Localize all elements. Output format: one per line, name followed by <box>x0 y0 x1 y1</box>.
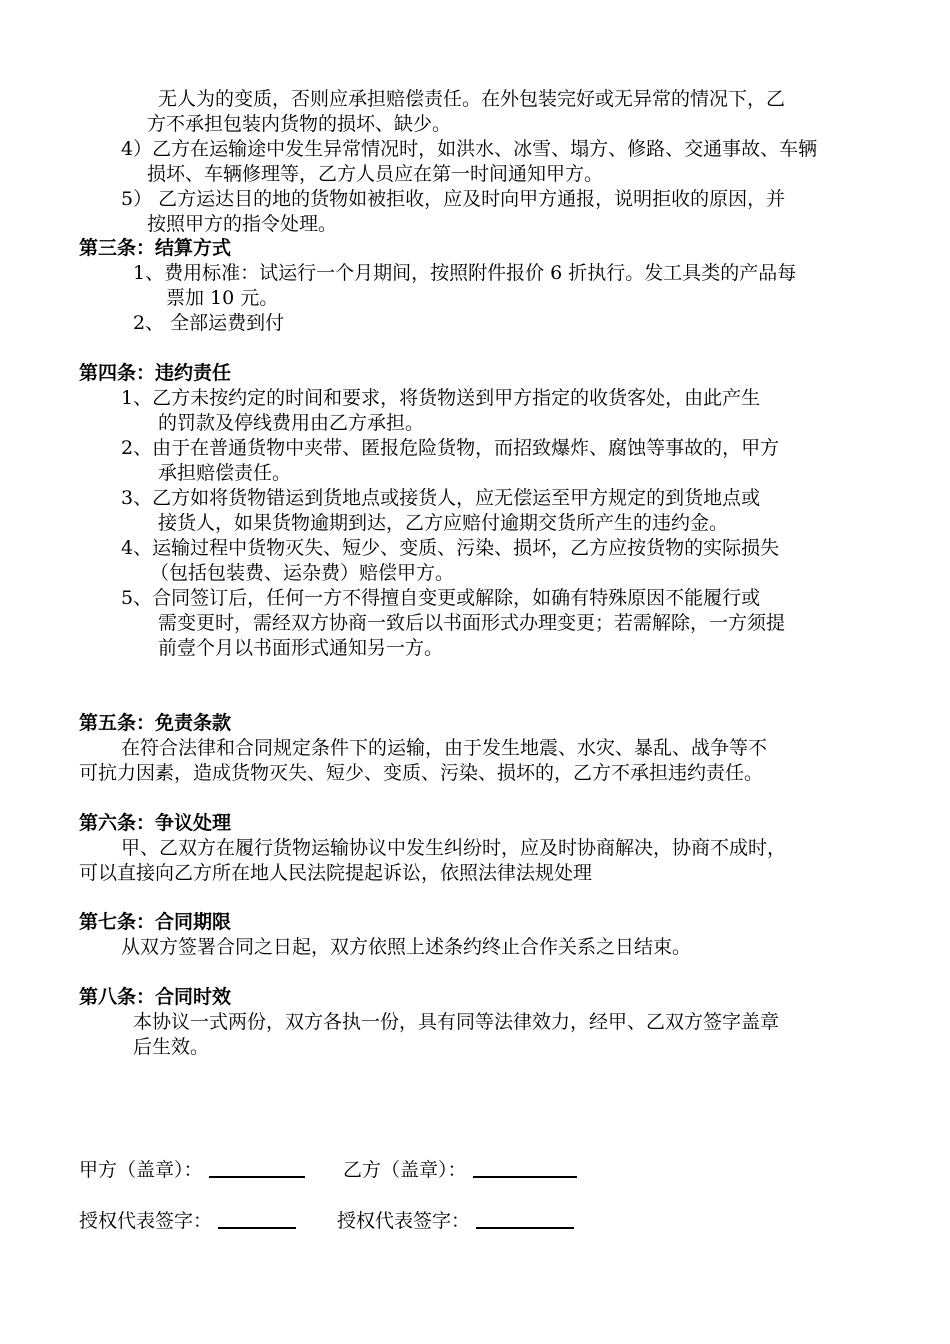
sec6-paragraph-cont: 可以直接向乙方所在地人民法院提起诉讼，依照法律法规处理 <box>79 862 593 884</box>
party-a-seal-label: 甲方（盖章）： <box>79 1159 203 1181</box>
sec6-paragraph: 甲、乙双方在履行货物运输协议中发生纠纷时，应及时协商解决，协商不成时， <box>121 837 787 859</box>
party-a-rep-row <box>79 1208 296 1234</box>
sec7-paragraph: 从双方签署合同之日起，双方依照上述条约终止合作关系之日结束。 <box>121 936 692 958</box>
party-a-rep-label: 授权代表签字： <box>79 1210 213 1232</box>
sec2-item-5: 5） 乙方运达目的地的货物如被拒收，应及时向甲方通报，说明拒收的原因，并 <box>121 188 786 210</box>
sec8-paragraph-cont: 后生效。 <box>133 1036 210 1058</box>
party-b-seal-label: 乙方（盖章）： <box>343 1159 467 1181</box>
sec4-item-5: 5、合同签订后，任何一方不得擅自变更或解除，如确有特殊原因不能履行或 <box>121 587 761 609</box>
party-b-seal-row <box>343 1157 577 1183</box>
party-a-seal-line[interactable] <box>209 1158 305 1178</box>
sec4-item-1: 1、乙方未按约定的时间和要求，将货物送到甲方指定的收货客处，由此产生 <box>121 387 761 409</box>
party-b-seal-line[interactable] <box>473 1158 577 1178</box>
sec8-paragraph: 本协议一式两份，双方各执一份，具有同等法律效力，经甲、乙双方签字盖章 <box>133 1011 780 1033</box>
party-b-rep-label: 授权代表签字： <box>337 1210 471 1232</box>
sec3-item-1-cont: 票加 10 元。 <box>166 287 279 309</box>
section-8-heading: 第八条：合同时效 <box>79 986 232 1008</box>
sec2-item-5-cont: 按照甲方的指令处理。 <box>147 213 338 235</box>
sec2-text-line: 无人为的变质，否则应承担赔偿责任。在外包装完好或无异常的情况下，乙 <box>158 88 786 110</box>
party-b-signature-line[interactable] <box>476 1209 574 1229</box>
sec4-item-4-cont: （包括包装费、运杂费）赔偿甲方。 <box>150 562 455 584</box>
sec4-item-5-cont: 需变更时，需经双方协商一致后以书面形式办理变更；若需解除，一方须提 <box>158 612 786 634</box>
sec3-item-2: 2、 全部运费到付 <box>133 312 285 334</box>
party-a-signature-line[interactable] <box>218 1209 296 1229</box>
sec5-paragraph: 在符合法律和合同规定条件下的运输，由于发生地震、水灾、暴乱、战争等不 <box>121 737 768 759</box>
section-3-heading: 第三条：结算方式 <box>79 237 232 259</box>
sec4-item-3-cont: 接货人，如果货物逾期到达，乙方应赔付逾期交货所产生的违约金。 <box>158 512 729 534</box>
party-b-rep-row <box>337 1208 574 1234</box>
sec4-item-3: 3、乙方如将货物错运到货地点或接货人，应无偿运至甲方规定的到货地点或 <box>121 487 761 509</box>
sec4-item-2-cont: 承担赔偿责任。 <box>158 462 292 484</box>
sec4-item-2: 2、由于在普通货物中夹带、匿报危险货物，而招致爆炸、腐蚀等事故的，甲方 <box>121 437 780 459</box>
sec2-item-4: 4）乙方在运输途中发生异常情况时，如洪水、冰雪、塌方、修路、交通事故、车辆 <box>121 138 818 160</box>
sec4-item-5-cont: 前壹个月以书面形式通知另一方。 <box>158 637 444 659</box>
sec5-paragraph-cont: 可抗力因素，造成货物灭失、短少、变质、污染、损坏的，乙方不承担违约责任。 <box>79 762 764 784</box>
section-6-heading: 第六条：争议处理 <box>79 812 232 834</box>
section-5-heading: 第五条：免责条款 <box>79 712 232 734</box>
party-a-seal-row <box>79 1157 305 1183</box>
sec2-item-4-cont: 损坏、车辆修理等，乙方人员应在第一时间通知甲方。 <box>147 163 604 185</box>
sec4-item-4: 4、运输过程中货物灭失、短少、变质、污染、损坏，乙方应按货物的实际损失 <box>121 537 780 559</box>
section-7-heading: 第七条：合同期限 <box>79 911 232 933</box>
sec4-item-1-cont: 的罚款及停线费用由乙方承担。 <box>158 412 425 434</box>
sec2-text-line: 方不承担包装内货物的损坏、缺少。 <box>147 113 452 135</box>
section-4-heading: 第四条：违约责任 <box>79 362 232 384</box>
sec3-item-1: 1、费用标准：试运行一个月期间，按照附件报价 6 折执行。发工具类的产品每 <box>133 262 797 284</box>
